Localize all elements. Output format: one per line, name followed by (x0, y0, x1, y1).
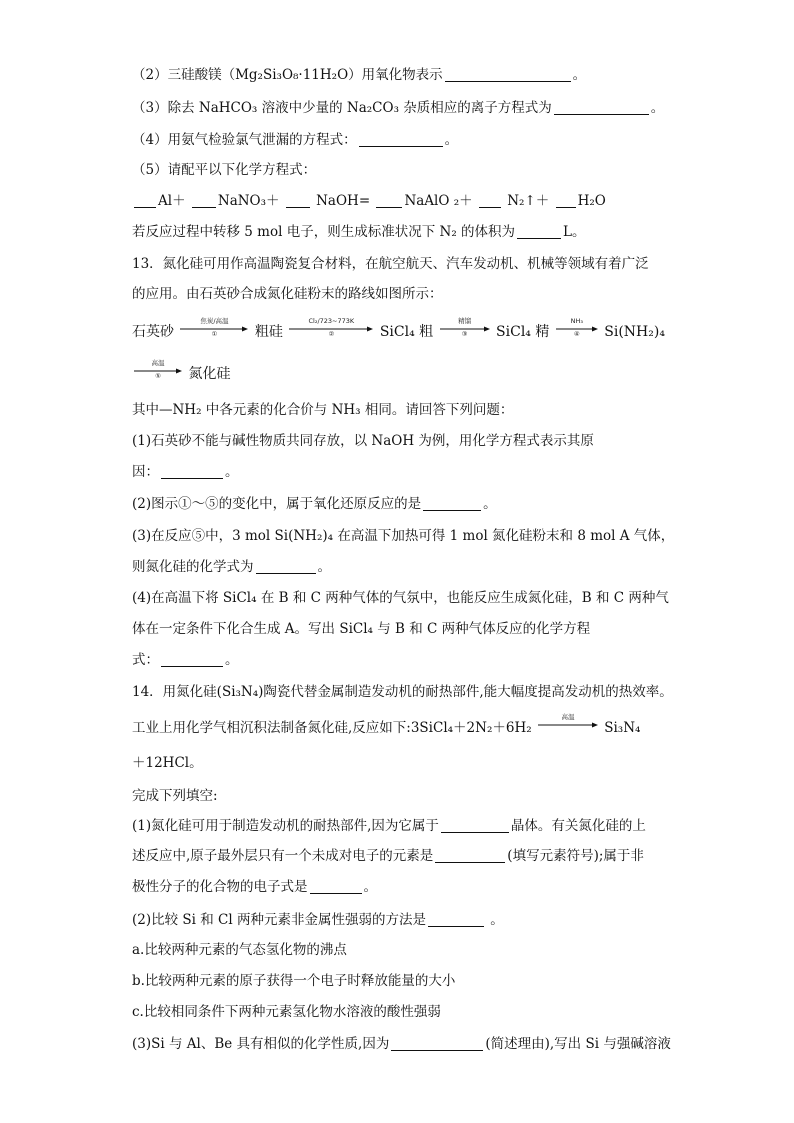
silicon-nitride-product: 氮化硅 (188, 366, 231, 382)
coefficient-blank[interactable] (134, 193, 156, 208)
q13-sub4-line3: 式： 。 (132, 652, 239, 668)
q14-fill-instruction: 完成下列填空: (132, 788, 218, 804)
q12-part3: （3）除去 NaHCO₃ 溶液中少量的 Na₂CO₃ 杂质相应的离子方程式为 。 (132, 100, 665, 116)
q13-intro-line2: 的应用。由石英砂合成氮化硅粉末的路线如图所示： (132, 286, 443, 302)
q13-note: 其中—NH₂ 中各元素的化合价与 NH₃ 相同。请回答下列问题： (132, 402, 514, 418)
q12-part5: （5）请配平以下化学方程式： (132, 162, 317, 178)
q12-part2: （2）三硅酸镁（Mg₂Si₃O₈·11H₂O）用氧化物表示 。 (132, 67, 587, 83)
q14-sub1-line1: (1)氮化硅可用于制造发动机的耐热部件,因为它属于 晶体。有关氮化硅的上 (132, 818, 646, 834)
q13-sub3-line2: 则氮化硅的化学式为 。 (132, 559, 331, 575)
synthesis-route (132, 317, 665, 341)
arrow-high-temp: 高温 (538, 716, 598, 736)
option-c: c.比较相同条件下两种元素氢化物水溶液的酸性强弱 (132, 1004, 441, 1020)
coefficient-blank[interactable] (556, 193, 576, 208)
balance-equation: Al＋ NaNO₃＋ NaOH= NaAlO ₂＋ N₂↑＋ H₂O (132, 191, 606, 211)
answer-blank[interactable] (310, 879, 362, 894)
answer-blank[interactable] (391, 1036, 483, 1051)
q13-sub1-line1: (1)石英砂不能与碱性物质共同存放，以 NaOH 为例，用化学方程式表示其原 (132, 433, 594, 449)
synthesis-route-continued (132, 359, 231, 383)
arrow-step-4: NH₃ ④ (556, 320, 598, 340)
q12-transfer: 若反应过程中转移 5 mol 电子，则生成标准状况下 N₂ 的体积为 L。 (132, 224, 586, 240)
crude-silicon: 粗硅 (254, 324, 283, 340)
answer-blank[interactable] (441, 818, 509, 833)
silicon-tetraamide: Si(NH₂)₄ (604, 324, 665, 340)
q14-intro-line2: 工业上用化学气相沉积法制备氮化硅,反应如下:3SiCl₄＋2N₂＋6H₂ 高温 Si₃N₄ (132, 713, 641, 736)
answer-blank[interactable] (435, 848, 505, 863)
answer-blank[interactable] (445, 67, 571, 82)
q13-intro-line1: 13．氮化硅可用作高温陶瓷复合材料，在航空航天、汽车发动机、机械等领域有着广泛 (132, 256, 649, 272)
q14-sub3: (3)Si 与 Al、Be 具有相似的化学性质,因为 (简述理由),写出 Si 与强碱溶液 (132, 1036, 671, 1052)
q13-sub3-line1: (3)在反应⑤中，3 mol Si(NH₂)₄ 在高温下加热可得 1 mol 氮化硅粉末和 8 mol A 气体， (132, 528, 675, 544)
q14-sub2: (2)比较 Si 和 Cl 两种元素非金属性强弱的方法是 。 (132, 912, 504, 928)
q13-sub2: (2)图示①～⑤的变化中，属于氧化还原反应的是 。 (132, 496, 497, 512)
coefficient-blank[interactable] (192, 193, 216, 208)
q14-intro-line1: 14．用氮化硅(Si₃N₄)陶瓷代替金属制造发动机的耐热部件,能大幅度提高发动机的热效率。 (132, 684, 673, 700)
answer-blank[interactable] (554, 100, 649, 115)
answer-blank[interactable] (517, 224, 561, 239)
coefficient-blank[interactable] (376, 193, 402, 208)
q14-sub1-line3: 极性分子的化合物的电子式是 。 (132, 879, 377, 895)
answer-blank[interactable] (161, 464, 223, 479)
arrow-step-5: 高温 ⑤ (134, 362, 182, 382)
answer-blank[interactable] (359, 132, 443, 147)
sicl4-crude: SiCl₄ 粗 (379, 324, 434, 340)
coefficient-blank[interactable] (479, 193, 501, 208)
q13-sub1-line2: 因： 。 (132, 464, 239, 480)
arrow-step-1: 焦炭/高温 ① (180, 320, 248, 340)
answer-blank[interactable] (423, 496, 481, 511)
quartz-sand: 石英砂 (132, 324, 174, 340)
q14-intro-line3: ＋12HCl。 (132, 755, 203, 771)
q14-sub1-line2: 述反应中,原子最外层只有一个未成对电子的元素是 (填写元素符号);属于非 (132, 848, 644, 864)
option-b: b.比较两种元素的原子获得一个电子时释放能量的大小 (132, 973, 456, 989)
answer-blank[interactable] (256, 559, 316, 574)
q12-part4: （4）用氨气检验氯气泄漏的方程式： 。 (132, 132, 459, 148)
sicl4-pure: SiCl₄ 精 (496, 324, 550, 340)
answer-blank[interactable] (428, 912, 484, 927)
coefficient-blank[interactable] (286, 193, 310, 208)
arrow-step-2: Cl₂/723~773K ② (289, 320, 373, 340)
q13-sub4-line2: 体在一定条件下化合生成 A。写出 SiCl₄ 与 B 和 C 两种气体反应的化学方程 (132, 621, 591, 637)
option-a: a.比较两种元素的气态氢化物的沸点 (132, 942, 347, 958)
answer-blank[interactable] (161, 652, 223, 667)
arrow-right-icon (538, 721, 598, 729)
q13-sub4-line1: (4)在高温下将 SiCl₄ 在 B 和 C 两种气体的气氛中，也能反应生成氮化硅，B 和 C 两种气 (132, 590, 669, 606)
arrow-step-3: 精馏 ③ (440, 320, 490, 340)
